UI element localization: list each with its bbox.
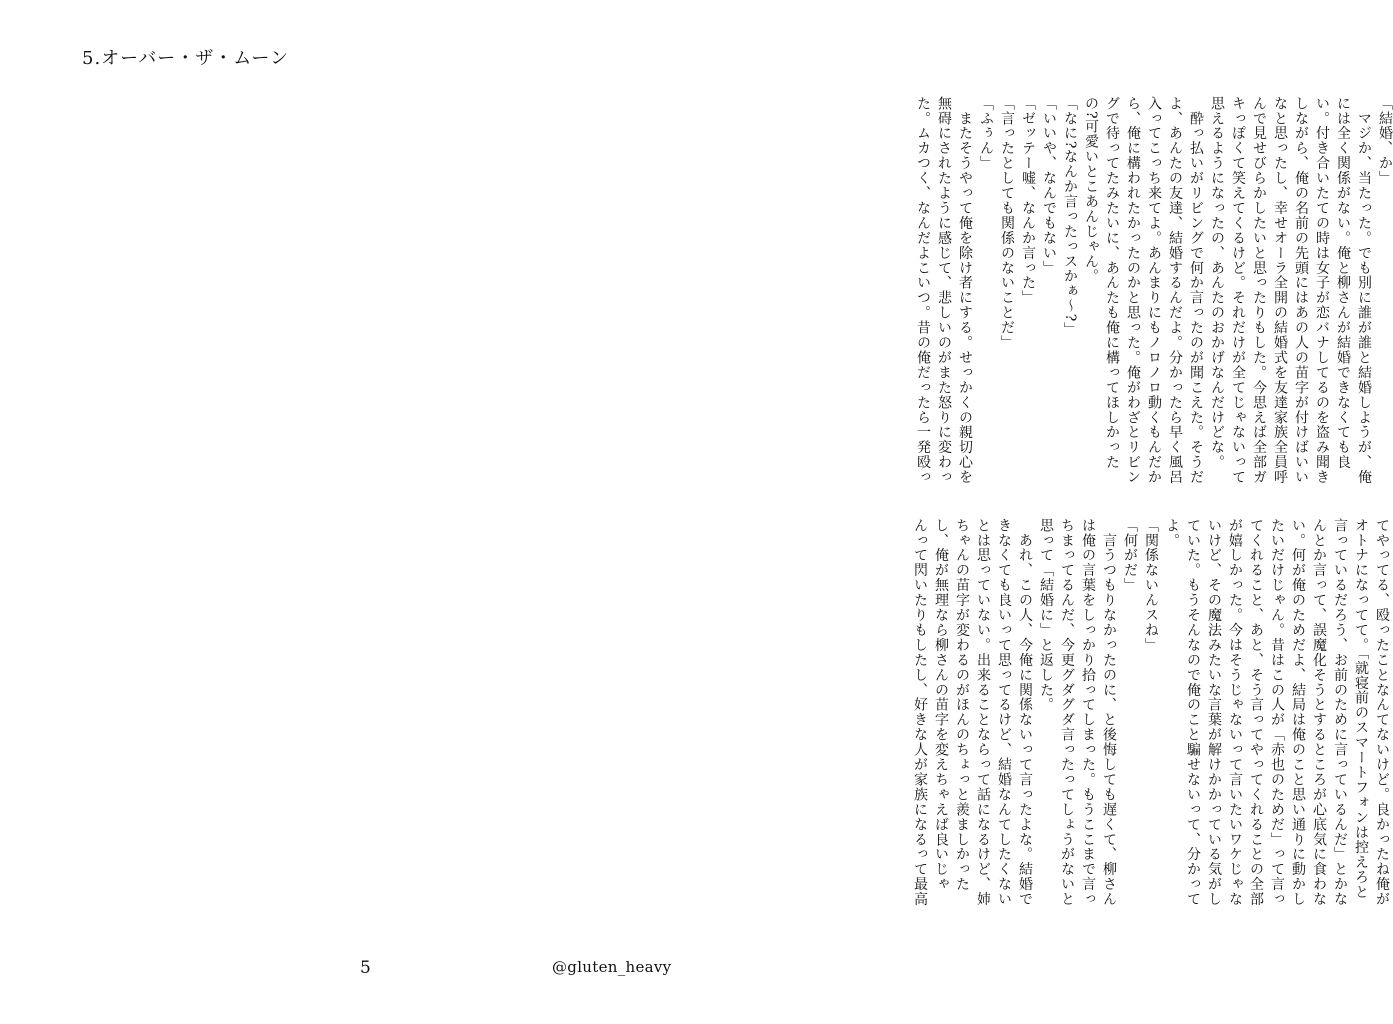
- text-line: あれ、この人、今俺に関係ないって言ったよな。結婚で: [1017, 518, 1033, 907]
- text-line: 言っているだろう、お前のために言っているんだ」とかな: [1332, 518, 1348, 907]
- text-line: マジか、当たった。でも別に誰が誰と結婚しようが、俺: [1356, 96, 1372, 485]
- text-line: よ。: [1164, 518, 1180, 548]
- text-line: ちまってるんだ、今更グダグダ言ったってしょうがないと: [1059, 518, 1075, 907]
- page-number: 5: [360, 958, 371, 978]
- text-line: たいだけじゃん。昔はこの人が「赤也のためだ」って言っ: [1269, 518, 1285, 907]
- text-line: なと思ったし、幸せオーラ全開の結婚式を友達家族全員呼: [1272, 96, 1288, 485]
- text-line: 酔っ払いがリビングで何か言ったのが聞こえた。そうだ: [1188, 96, 1204, 485]
- text-line: 「結婚、か」: [1377, 96, 1393, 186]
- text-line: ていた。もうそんなので俺のこと騙せないって、分かって: [1185, 518, 1201, 907]
- text-line: またそうやって俺を除け者にする。せっかくの親切心を: [957, 96, 973, 485]
- text-line: が嬉しかった。今はそうじゃないって言いたいワケじゃな: [1227, 518, 1243, 907]
- text-line: グで待ってたみたいに、あんたも俺に構ってほしかった: [1104, 96, 1120, 470]
- text-line: 「関係ないんスね」: [1143, 518, 1159, 653]
- text-line: 無碍にされたように感じて、悲しいのがまた怒りに変わっ: [936, 96, 952, 485]
- chapter-title: 5.オーバー・ザ・ムーン: [82, 48, 290, 69]
- text-line: 入ってこっち来てよ。あんまりにもノロノロ動くもんだか: [1146, 96, 1162, 485]
- text-line: てくれること、あと、そう言ってやってくれることの全部: [1248, 518, 1264, 907]
- text-line: 「なに?なんか言ったっスかぁ～?」: [1062, 96, 1078, 338]
- text-line: い。付き合いたての時は女子が恋バナしてるのを盗み聞き: [1314, 96, 1330, 485]
- text-line: とは思っていない。出来ることならって話になるけど、姉: [975, 518, 991, 907]
- text-line: てやってる、殴ったことなんてないけど。良かったね俺が: [1374, 518, 1390, 907]
- text-line: きなくても良いって思ってるけど、結婚なんてしたくない: [996, 518, 1012, 907]
- text-line: 思って「結婚に」と返した。: [1038, 518, 1054, 713]
- text-line: んって閃いたりもしたし、好きな人が家族になるって最高: [912, 518, 928, 907]
- text-line: しながら、俺の名前の先頭にはあの人の苗字が付けばいい: [1293, 96, 1309, 485]
- text-line: ちゃんの苗字が変わるのがほんのちょっと羨ましかった: [954, 518, 970, 892]
- text-line: 「何がだ」: [1122, 518, 1138, 593]
- text-line: は俺の言葉をしっかり拾ってしまった。もうここまで言っ: [1080, 518, 1096, 907]
- text-line: 「ふぅん」: [978, 96, 994, 171]
- text-line: オトナになってて。「就寝前のスマートフォンは控えろと: [1353, 518, 1369, 900]
- text-line: には全く関係がない。俺と柳さんが結婚できなくても良: [1335, 96, 1351, 470]
- text-line: キっぽくて笑えてくるけど。それだけが全てじゃないって: [1230, 96, 1246, 485]
- text-line: 「言ったとしても関係のないことだ」: [999, 96, 1015, 351]
- text-line: んで見せびらかしたいと思ったりもした。今思えば全部ガ: [1251, 96, 1267, 485]
- text-line: い。何が俺のためだよ、結局は俺のこと思い通りに動かし: [1290, 518, 1306, 907]
- author-credit: @gluten_heavy: [552, 958, 672, 976]
- text-line: よ、あんたの友達、結婚するんだよ。分かったら早く風呂: [1167, 96, 1183, 485]
- text-line: んとか言って、誤魔化そうとするところが心底気に食わな: [1311, 518, 1327, 907]
- text-line: ら、俺に構われたかったのかと思った。俺がわざとリビン: [1125, 96, 1141, 485]
- text-line: 思えるようになったの、あんたのおかげなんだけどな。: [1209, 96, 1225, 470]
- text-line: 言うつもりなかったのに、と後悔しても遅くて、柳さん: [1101, 518, 1117, 907]
- text-line: し、俺が無理なら柳さんの苗字を変えちゃえば良いじゃ: [933, 518, 949, 892]
- text-line: の?可愛いとこあんじゃん。: [1083, 96, 1099, 284]
- text-line: いけど、その魔法みたいな言葉が解けかかっている気がし: [1206, 518, 1222, 907]
- text-line: 「ゼッテー嘘、なんか言った」: [1020, 96, 1036, 306]
- text-line: 「いいや、なんでもない」: [1041, 96, 1057, 276]
- text-line: た。ムカつく、なんだよこいつ。昔の俺だったら一発殴っ: [915, 96, 931, 485]
